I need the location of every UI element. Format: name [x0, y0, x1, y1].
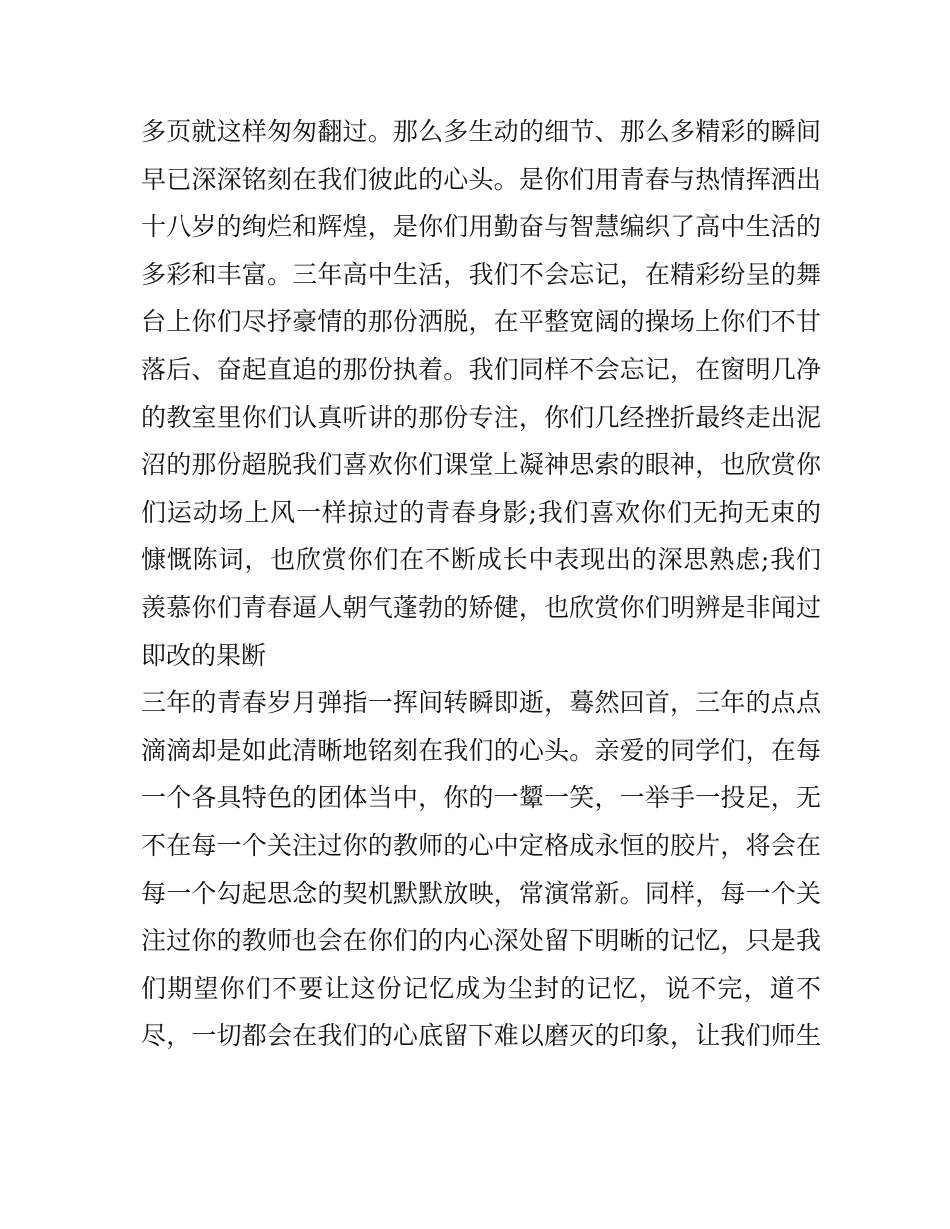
text-line: 注过你的教师也会在你们的内心深处留下明晰的记忆，只是我 [141, 926, 821, 956]
text-line: 十八岁的绚烂和辉煌，是你们用勤奋与智慧编织了高中生活的 [141, 212, 821, 242]
text-line: 台上你们尽抒豪情的那份洒脱，在平整宽阔的操场上你们不甘 [141, 307, 821, 337]
text-line: 一个各具特色的团体当中，你的一颦一笑，一举手一投足，无 [141, 783, 821, 813]
text-line: 慷慨陈词，也欣赏你们在不断成长中表现出的深思熟虑;我们 [141, 545, 821, 575]
text-line: 早已深深铭刻在我们彼此的心头。是你们用青春与热情挥洒出 [141, 164, 821, 194]
text-line: 多页就这样匆匆翻过。那么多生动的细节、那么多精彩的瞬间 [141, 117, 821, 146]
text-line: 们运动场上风一样掠过的青春身影;我们喜欢你们无拘无束的 [141, 497, 821, 527]
text-line: 羡慕你们青春逼人朝气蓬勃的矫健，也欣赏你们明辨是非闻过 [141, 592, 821, 622]
body-text [141, 108, 821, 1060]
text-line: 们期望你们不要让这份记忆成为尘封的记忆，说不完，道不 [141, 973, 821, 1003]
text-line: 三年的青春岁月弹指一挥间转瞬即逝，蓦然回首，三年的点点 [141, 688, 821, 718]
text-line: 落后、奋起直追的那份执着。我们同样不会忘记，在窗明几净 [141, 354, 821, 384]
text-line: 多彩和丰富。三年高中生活，我们不会忘记，在精彩纷呈的舞 [141, 259, 821, 289]
text-line: 每一个勾起思念的契机默默放映，常演常新。同样，每一个关 [141, 878, 821, 908]
text-line: 尽，一切都会在我们的心底留下难以磨灭的印象，让我们师生 [141, 1021, 821, 1051]
text-line: 即改的果断 [141, 640, 267, 670]
text-line: 沼的那份超脱我们喜欢你们课堂上凝神思索的眼神，也欣赏你 [141, 450, 821, 480]
text-line: 不在每一个关注过你的教师的心中定格成永恒的胶片，将会在 [141, 830, 821, 860]
text-line: 滴滴却是如此清晰地铭刻在我们的心头。亲爱的同学们，在每 [141, 735, 821, 765]
text-line: 的教室里你们认真听讲的那份专注，你们几经挫折最终走出泥 [141, 402, 821, 432]
